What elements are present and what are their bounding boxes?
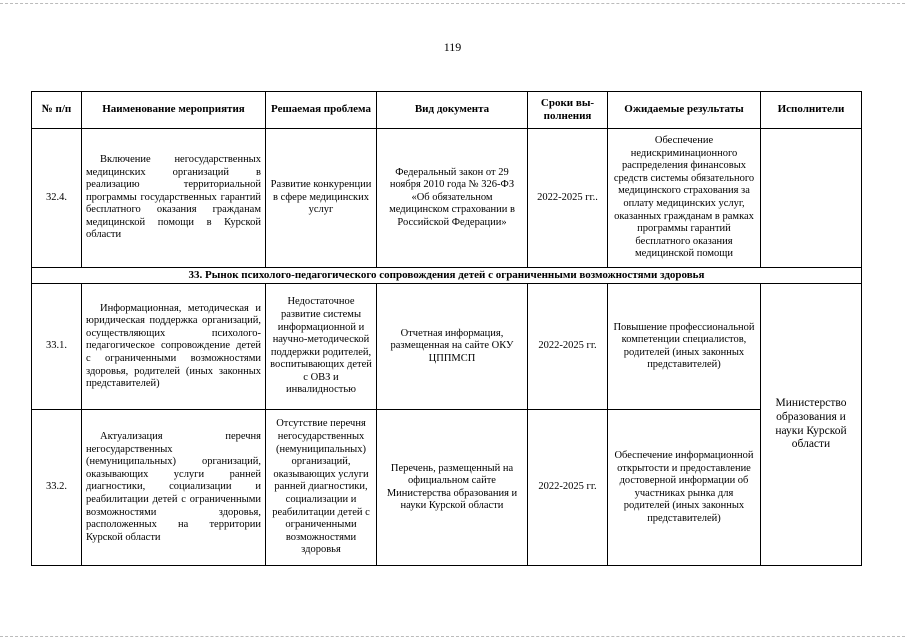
header-results: Ожидаемые результаты [608, 92, 761, 129]
header-num: № п/п [32, 92, 82, 129]
row-doc: Отчетная информация, размещенная на сайте ОКУ ЦППМСП [377, 284, 528, 410]
table-row [32, 410, 862, 566]
table-row [32, 129, 862, 268]
row-doc: Перечень, размещенный на официальном сайте Министерства образования и науки Курской области [377, 410, 528, 566]
section-row [32, 268, 862, 284]
scan-bottom-edge [0, 636, 905, 638]
measures-table [31, 91, 862, 566]
row-results: Повышение профессиональной компетенции специалистов, родителей (иных законных представителей) [608, 284, 761, 410]
section-title: 33. Рынок психолого-педагогического сопровождения детей с ограниченными возможностями здоровья [32, 268, 862, 284]
row-results: Обеспечение недискриминационного распределения финансовых средств системы обязательного медицинского страхования за оплату медицинских услуг, оказанных гражданам в рамках программы гарантий бесплатного оказания медицинской помощи [608, 129, 761, 268]
row-doc: Федеральный закон от 29 ноября 2010 года № 326-ФЗ «Об обязательном медицинском страховании в Российской Федерации» [377, 129, 528, 268]
row-problem: Недостаточное развитие системы информационной и научно-методической поддержки родителей, воспитывающих детей с ОВЗ и инвалидностью [266, 284, 377, 410]
header-row [32, 92, 862, 129]
table-row [32, 284, 862, 410]
scan-top-edge [0, 3, 905, 5]
row-num: 33.2. [32, 410, 82, 566]
row-name: Информационная, методическая и юридическая поддержка организаций, осуществляющих психолого-педагогическое сопровождение детей с ограниченными возможностями здоровья, родителей (иных законных представителей) [82, 284, 266, 410]
row-problem: Отсутствие перечня негосударственных (немуниципальных) организаций, оказывающих услуги ранней диагностики, социализации и реабилитации детей с ограниченными возможностями здоровья [266, 410, 377, 566]
row-num: 32.4. [32, 129, 82, 268]
header-doc: Вид документа [377, 92, 528, 129]
row-num: 33.1. [32, 284, 82, 410]
header-problem: Решаемая проблема [266, 92, 377, 129]
row-results: Обеспечение информационной открытости и предоставление достоверной информации об участниках рынка для родителей (иных законных представителей) [608, 410, 761, 566]
row-deadline: 2022-2025 гг.. [528, 129, 608, 268]
header-deadline: Сроки вы-полнения [528, 92, 608, 129]
header-name: Наименование мероприятия [82, 92, 266, 129]
row-deadline: 2022-2025 гг. [528, 410, 608, 566]
row-executors [761, 129, 862, 268]
header-executors: Исполнители [761, 92, 862, 129]
row-name: Включение негосударственных медицинских организаций в реализацию территориальной программы государственных гарантий бесплатного оказания гражданам медицинской помощи в Курской области [82, 129, 266, 268]
row-problem: Развитие конкуренции в сфере медицинских услуг [266, 129, 377, 268]
row-executors: Министерство образования и науки Курской области [761, 284, 862, 566]
row-deadline: 2022-2025 гг. [528, 284, 608, 410]
page-number: 119 [443, 40, 462, 54]
row-name: Актуализация перечня негосударственных (немуниципальных) организаций, оказывающих услуги ранней диагностики, социализации и реабилитации детей с ограниченными возможностями здоровья, расположенных на территории Курской области [82, 410, 266, 566]
